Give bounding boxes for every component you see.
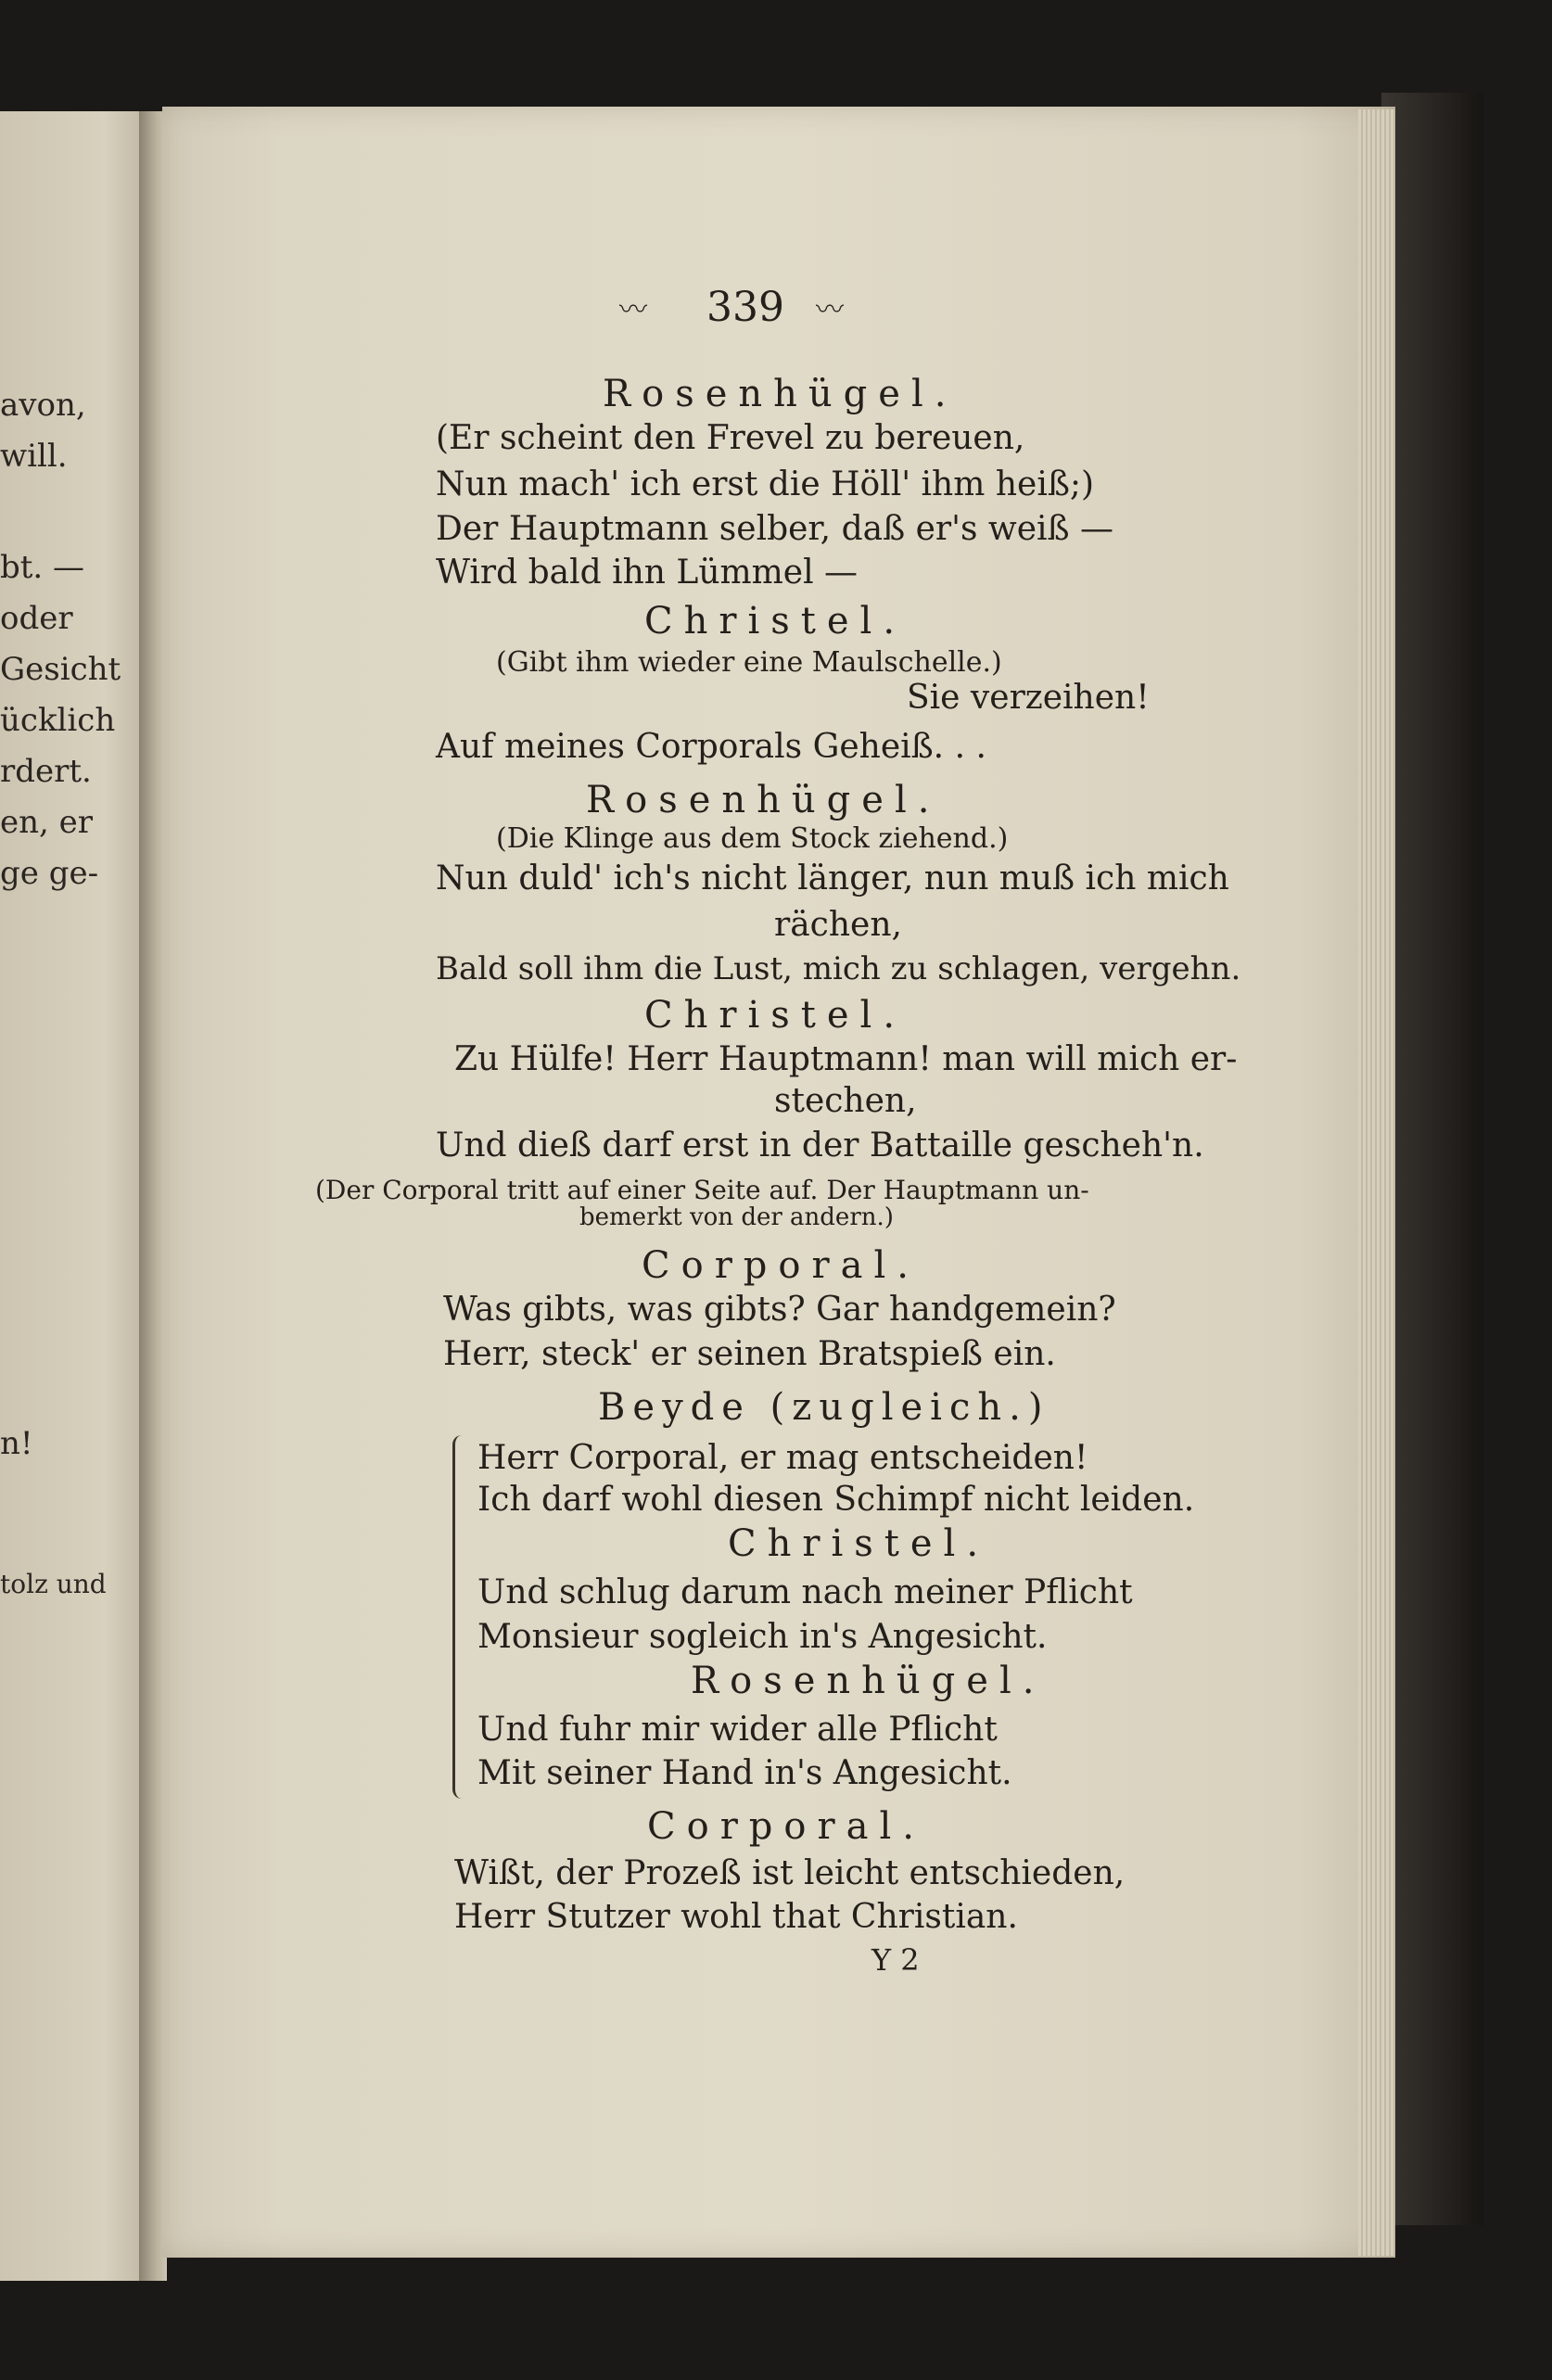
facing-page-fragment: oder	[0, 600, 73, 637]
verse-line: Mit seiner Hand in's Angesicht.	[477, 1754, 1012, 1792]
verse-line: Herr, steck' er seinen Bratspieß ein.	[443, 1335, 1056, 1373]
stage-direction: (Gibt ihm wieder eine Maulschelle.)	[496, 646, 1002, 679]
stage-direction: (Die Klinge aus dem Stock ziehend.)	[496, 822, 1009, 855]
facing-page	[0, 111, 148, 2281]
verse-line: (Er scheint den Frevel zu bereuen,	[436, 419, 1025, 457]
header-ornament-left: 〰	[619, 294, 647, 326]
verse-line: Wird bald ihn Lümmel —	[436, 554, 859, 592]
verse-line: Herr Stutzer wohl that Christian.	[454, 1898, 1018, 1936]
verse-line: Herr Corporal, er mag entscheiden!	[477, 1439, 1088, 1477]
verse-line: Und schlug darum nach meiner Pflicht	[477, 1573, 1133, 1611]
facing-page-fragment: ücklich	[0, 702, 116, 739]
verse-line: Sie verzeihen!	[907, 679, 1150, 717]
speaker-name: Corporal.	[647, 1805, 925, 1848]
verse-line: Nun mach' ich erst die Höll' ihm heiß;)	[436, 465, 1095, 503]
facing-page-fragment: rdert.	[0, 753, 92, 790]
verse-line: Und dieß darf erst in der Battaille gescheh'n.	[436, 1126, 1204, 1165]
facing-page-fragment: Gesicht	[0, 651, 121, 688]
facing-page-fragment: avon,	[0, 387, 86, 424]
signature-mark: Y 2	[871, 1942, 920, 1978]
speaker-name: Rosenhügel.	[691, 1660, 1046, 1702]
page-edges	[1358, 109, 1395, 2256]
stage-direction: bemerkt von der andern.)	[579, 1203, 894, 1231]
verse-line: Was gibts, was gibts? Gar handgemein?	[443, 1291, 1116, 1329]
facing-page-fragment: ge ge-	[0, 855, 99, 892]
verse-line: Und fuhr mir wider alle Pflicht	[477, 1711, 998, 1749]
speaker-name: Christel.	[644, 600, 907, 643]
speaker-name: Corporal.	[642, 1244, 920, 1287]
verse-line: Monsieur sogleich in's Angesicht.	[477, 1618, 1048, 1656]
verse-line: Auf meines Corporals Geheiß. . .	[436, 728, 986, 766]
facing-page-fragment: will.	[0, 438, 68, 475]
header-ornament-right: 〰	[816, 294, 844, 326]
book-cover-edge	[1381, 93, 1483, 2225]
verse-line: Bald soll ihm die Lust, mich zu schlagen, vergehn.	[436, 950, 1241, 987]
verse-line: Der Hauptmann selber, daß er's weiß —	[436, 510, 1114, 548]
verse-brace	[452, 1435, 468, 1799]
speaker-name: Rosenhügel.	[586, 779, 941, 821]
verse-line: Zu Hülfe! Herr Hauptmann! man will mich er-	[454, 1040, 1238, 1078]
facing-page-fragment: tolz und	[0, 1569, 107, 1599]
verse-line: Nun duld' ich's nicht länger, nun muß ich mich	[436, 859, 1229, 897]
facing-page-fragment: n!	[0, 1425, 33, 1462]
facing-page-fragment: bt. —	[0, 549, 85, 586]
speaker-name: Rosenhügel.	[603, 373, 958, 415]
verse-line: Ich darf wohl diesen Schimpf nicht leiden.	[477, 1481, 1195, 1519]
facing-page-fragment: en, er	[0, 804, 94, 841]
verse-line: stechen,	[774, 1082, 917, 1120]
verse-line: rächen,	[774, 906, 902, 944]
speaker-name: Beyde (zugleich.)	[598, 1386, 1050, 1429]
verse-line: Wißt, der Prozeß ist leicht entschieden,	[454, 1854, 1126, 1892]
speaker-name: Christel.	[728, 1522, 990, 1565]
speaker-name: Christel.	[644, 994, 907, 1037]
stage-direction: (Der Corporal tritt auf einer Seite auf. Der Hauptmann un-	[315, 1175, 1089, 1205]
page-number: 339	[706, 284, 784, 331]
